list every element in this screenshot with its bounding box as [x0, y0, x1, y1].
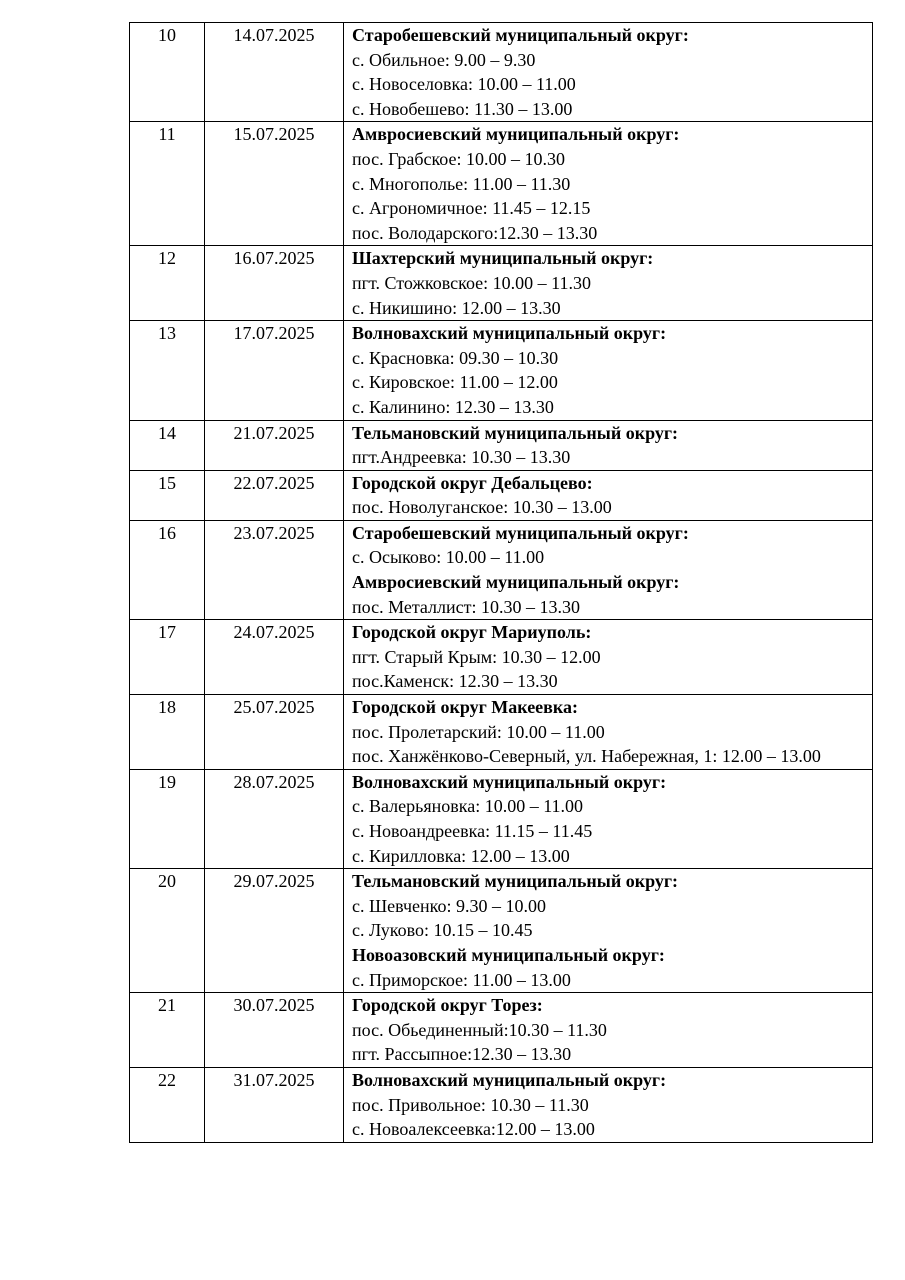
table-row	[130, 23, 873, 122]
row-locations	[344, 1067, 873, 1142]
row-date: 21.07.2025	[205, 420, 344, 470]
district-heading: Новоазовский муниципальный округ:	[352, 944, 665, 965]
district-heading: Амвросиевский муниципальный округ:	[352, 124, 680, 145]
location-time-line: пгт. Старый Крым: 10.30 – 12.00	[352, 646, 601, 667]
location-time-line: с. Новоалексеевка:12.00 – 13.00	[352, 1119, 595, 1140]
row-number: 21	[130, 993, 205, 1068]
location-time-line: с. Обильное: 9.00 – 9.30	[352, 49, 536, 70]
location-time-line: пос. Металлист: 10.30 – 13.30	[352, 596, 581, 617]
row-number: 16	[130, 520, 205, 619]
location-time-line: с. Кирилловка: 12.00 – 13.00	[352, 845, 570, 866]
location-time-line: с. Новобешево: 11.30 – 13.00	[352, 98, 573, 119]
row-locations	[344, 993, 873, 1068]
row-date: 30.07.2025	[205, 993, 344, 1068]
row-number: 14	[130, 420, 205, 470]
location-time-line: с. Новоандреевка: 11.15 – 11.45	[352, 821, 593, 841]
row-locations	[344, 246, 873, 321]
row-number: 11	[130, 122, 205, 246]
location-time-line: пос. Новолуганское: 10.30 – 13.00	[352, 497, 612, 518]
table-row	[130, 520, 873, 619]
row-date: 22.07.2025	[205, 470, 344, 520]
district-heading: Старобешевский муниципальный округ:	[352, 522, 689, 543]
location-time-line: пгт. Стожковское: 10.00 – 11.30	[352, 272, 592, 293]
location-time-line: пос. Пролетарский: 10.00 – 11.00	[352, 721, 605, 742]
row-number: 19	[130, 769, 205, 868]
row-number: 15	[130, 470, 205, 520]
row-date: 15.07.2025	[205, 122, 344, 246]
district-heading: Шахтерский муниципальный округ:	[352, 248, 654, 269]
location-time-line: пос. Обьединенный:10.30 – 11.30	[352, 1019, 607, 1040]
row-date: 28.07.2025	[205, 769, 344, 868]
district-heading: Городской округ Макеевка:	[352, 697, 578, 718]
location-time-line: с. Луково: 10.15 – 10.45	[352, 920, 533, 941]
schedule-table-body	[130, 23, 873, 1143]
location-time-line: с. Валерьяновка: 10.00 – 11.00	[352, 796, 584, 817]
location-time-line: с. Кировское: 11.00 – 12.00	[352, 372, 558, 393]
district-heading: Амвросиевский муниципальный округ:	[352, 572, 680, 593]
schedule-table	[129, 22, 873, 1143]
district-heading: Городской округ Торез:	[352, 995, 543, 1016]
row-number: 12	[130, 246, 205, 321]
location-time-line: пгт. Рассыпное:12.30 – 13.30	[352, 1044, 572, 1065]
row-number: 18	[130, 695, 205, 770]
row-number: 20	[130, 869, 205, 993]
row-locations	[344, 321, 873, 420]
location-time-line: с. Осыково: 10.00 – 11.00	[352, 547, 545, 568]
row-locations	[344, 520, 873, 619]
row-date: 16.07.2025	[205, 246, 344, 321]
location-time-line: с. Шевченко: 9.30 – 10.00	[352, 895, 546, 916]
row-locations	[344, 122, 873, 246]
district-heading: Волновахский муниципальный округ:	[352, 323, 667, 344]
row-date: 23.07.2025	[205, 520, 344, 619]
row-date: 25.07.2025	[205, 695, 344, 770]
table-row	[130, 1067, 873, 1142]
table-row	[130, 993, 873, 1068]
row-date: 17.07.2025	[205, 321, 344, 420]
location-time-line: пгт.Андреевка: 10.30 – 13.30	[352, 447, 571, 468]
location-time-line: с. Красновка: 09.30 – 10.30	[352, 347, 559, 368]
row-locations	[344, 420, 873, 470]
district-heading: Волновахский муниципальный округ:	[352, 1069, 667, 1090]
row-locations	[344, 620, 873, 695]
table-row	[130, 769, 873, 868]
location-time-line: пос. Ханжёнково-Северный, ул. Набережная, 1: 12.00 – 13.00	[352, 746, 821, 767]
table-row	[130, 122, 873, 246]
row-locations	[344, 695, 873, 770]
row-number: 22	[130, 1067, 205, 1142]
district-heading: Волновахский муниципальный округ:	[352, 771, 667, 792]
row-date: 31.07.2025	[205, 1067, 344, 1142]
row-date: 29.07.2025	[205, 869, 344, 993]
table-row	[130, 321, 873, 420]
location-time-line: пос.Каменск: 12.30 – 13.30	[352, 671, 558, 692]
row-number: 10	[130, 23, 205, 122]
location-time-line: пос. Грабское: 10.00 – 10.30	[352, 148, 566, 169]
table-row	[130, 420, 873, 470]
row-locations	[344, 869, 873, 993]
row-date: 14.07.2025	[205, 23, 344, 122]
row-locations	[344, 470, 873, 520]
district-heading: Городской округ Мариуполь:	[352, 622, 592, 643]
table-row	[130, 246, 873, 321]
location-time-line: пос. Привольное: 10.30 – 11.30	[352, 1094, 589, 1115]
row-locations	[344, 769, 873, 868]
location-time-line: с. Калинино: 12.30 – 13.30	[352, 396, 554, 417]
location-time-line: с. Никишино: 12.00 – 13.30	[352, 297, 561, 318]
location-time-line: с. Приморское: 11.00 – 13.00	[352, 969, 571, 990]
row-number: 17	[130, 620, 205, 695]
table-row	[130, 695, 873, 770]
district-heading: Старобешевский муниципальный округ:	[352, 25, 689, 45]
table-row	[130, 620, 873, 695]
row-number: 13	[130, 321, 205, 420]
district-heading: Тельмановский муниципальный округ:	[352, 422, 679, 443]
district-heading: Тельмановский муниципальный округ:	[352, 871, 679, 892]
table-row	[130, 470, 873, 520]
row-date: 24.07.2025	[205, 620, 344, 695]
district-heading: Городской округ Дебальцево:	[352, 472, 593, 493]
location-time-line: с. Агрономичное: 11.45 – 12.15	[352, 198, 591, 219]
row-locations	[344, 23, 873, 122]
location-time-line: с. Многополье: 11.00 – 11.30	[352, 173, 571, 194]
location-time-line: с. Новоселовка: 10.00 – 11.00	[352, 74, 576, 95]
location-time-line: пос. Володарского:12.30 – 13.30	[352, 222, 598, 243]
table-row	[130, 869, 873, 993]
